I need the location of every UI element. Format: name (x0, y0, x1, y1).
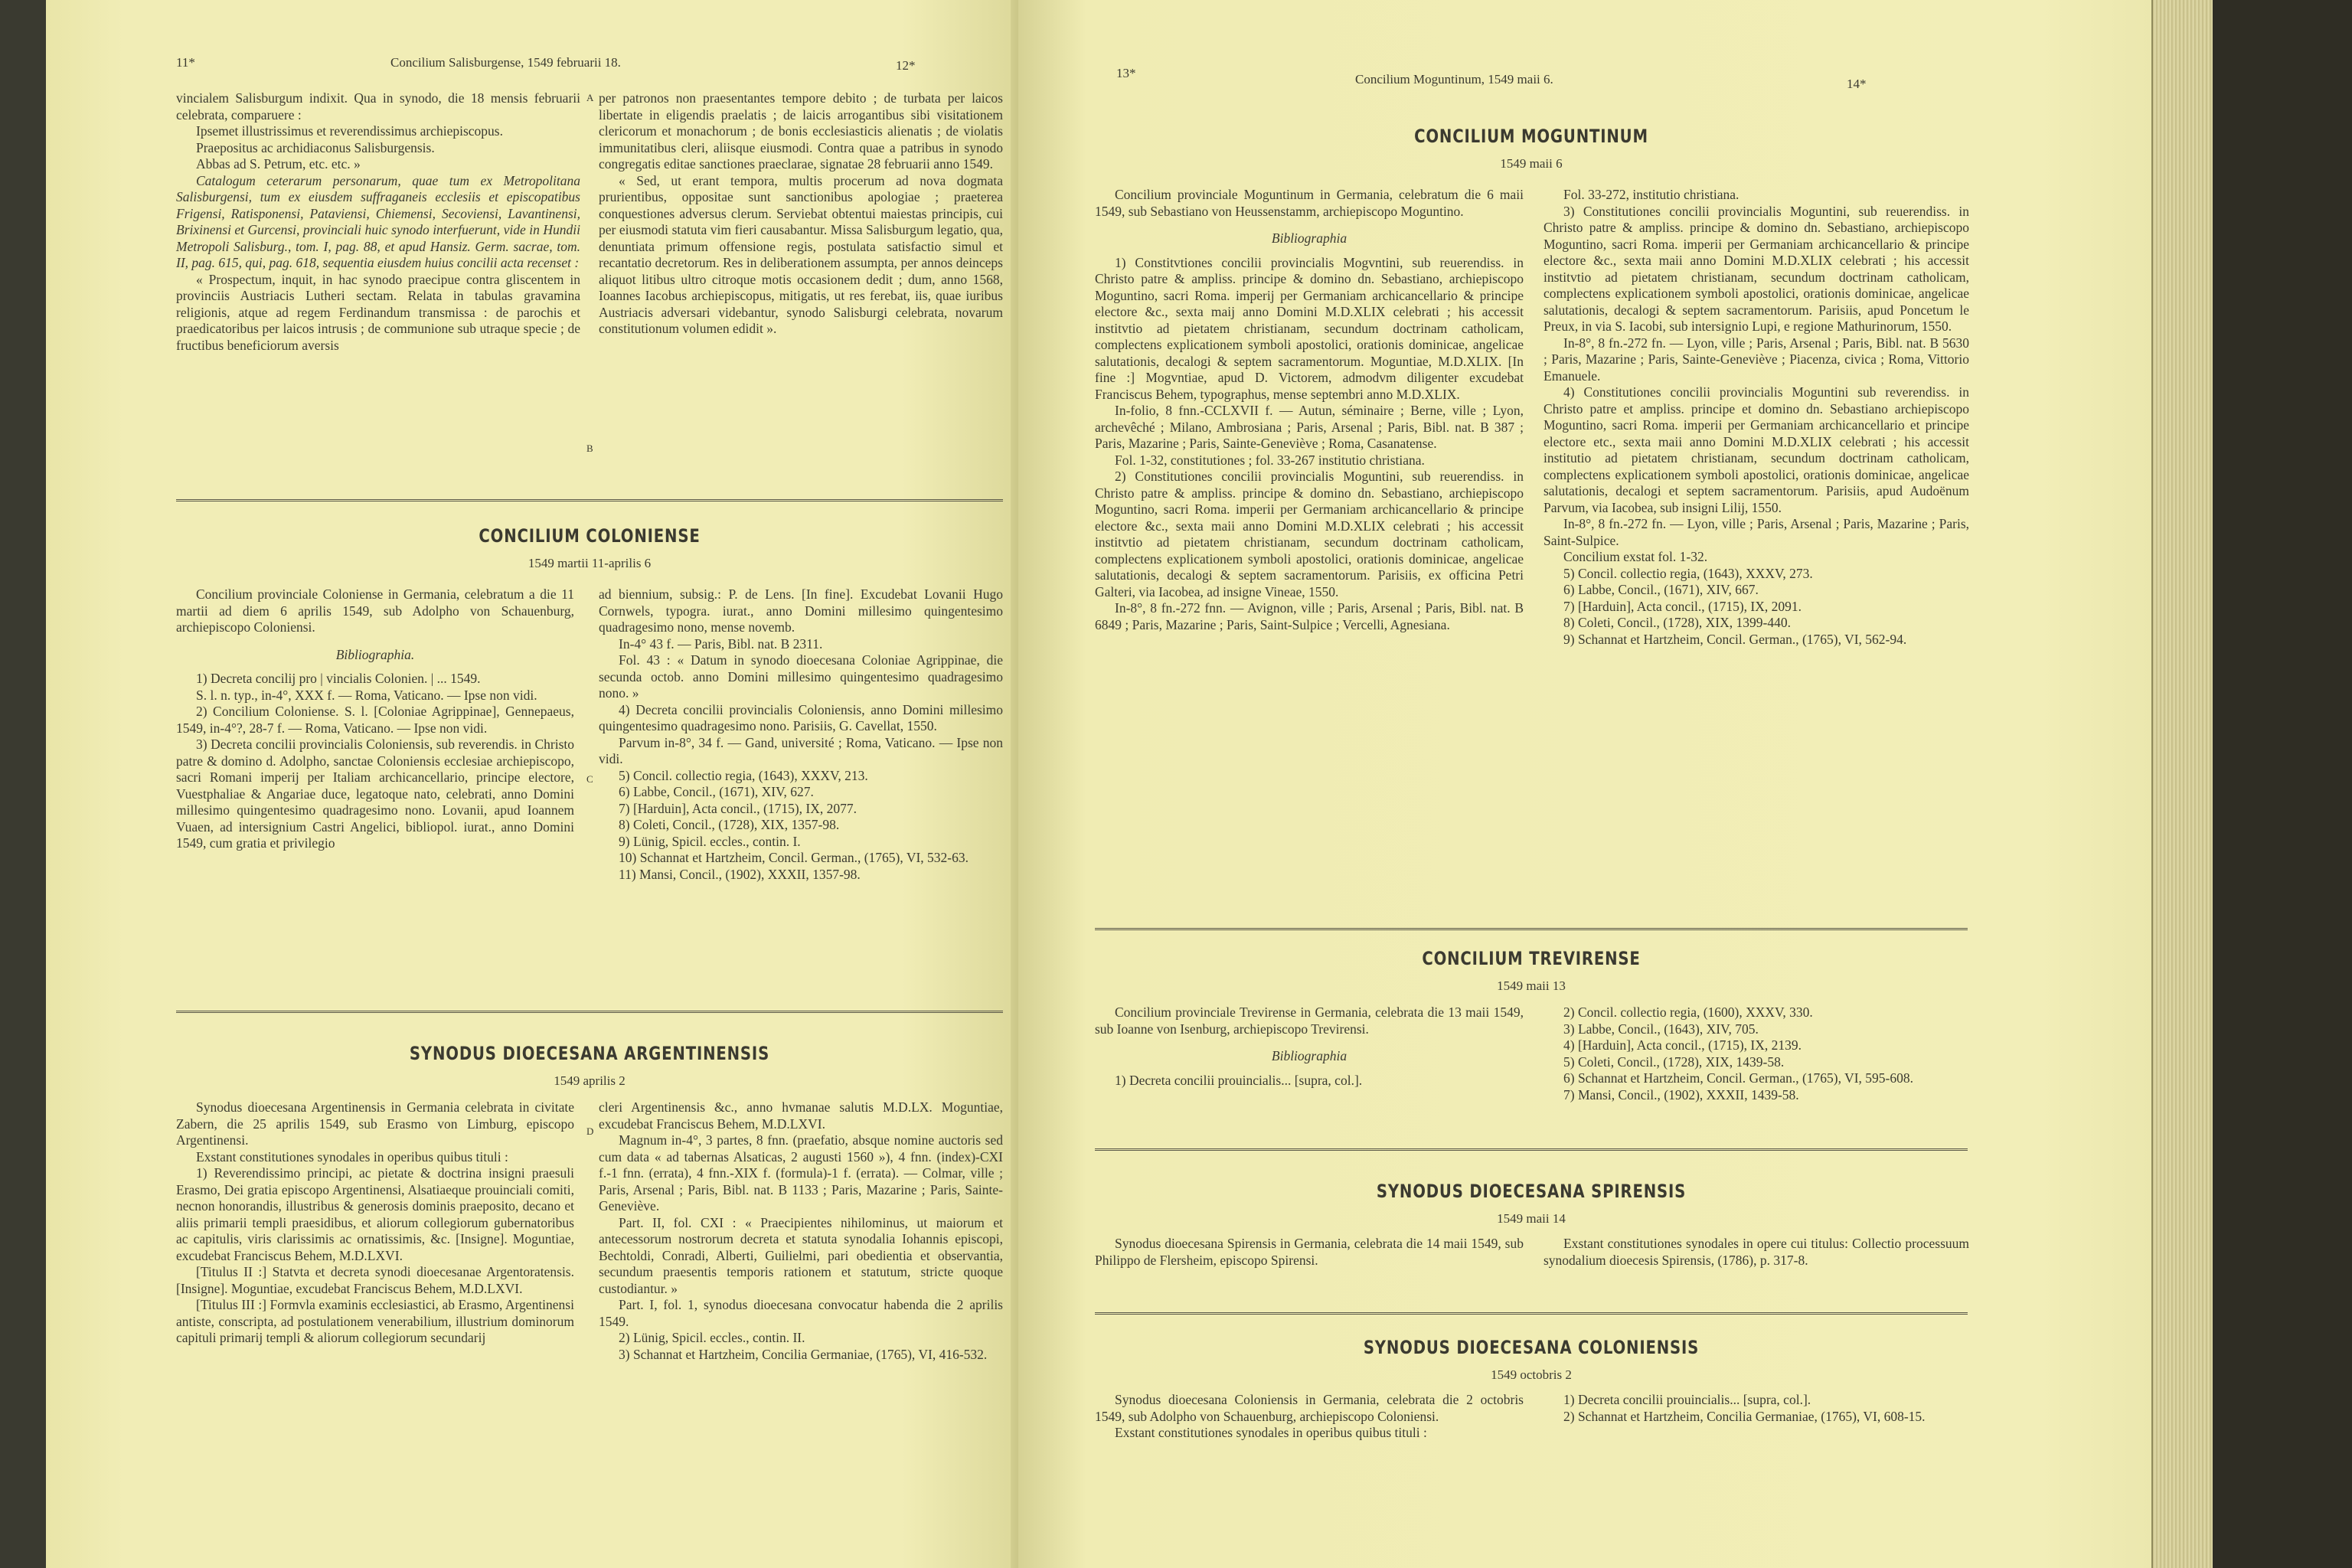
section-date: 1549 maii 14 (1497, 1211, 1566, 1226)
paragraph: Exstant constitutiones synodales in operibus quibus tituli : (1115, 1425, 1427, 1440)
section-rule (176, 1011, 1003, 1013)
paragraph: Fol. 43 : « Datum in synodo dioecesana Coloniae Agrippinae, die secunda octob. anno Domini millesimo quingentesimo quadragesimo nono. » (599, 652, 1003, 701)
paragraph: In-4° 43 f. — Paris, Bibl. nat. B 2311. (619, 635, 823, 652)
coloniense-col1 (176, 586, 574, 852)
paragraph: Praepositus ac archidiaconus Salisburgensis. (196, 139, 435, 155)
paragraph: 2) Lünig, Spicil. eccles., contin. II. (619, 1330, 805, 1345)
trevirense-col2 (1544, 1004, 1969, 1103)
paragraph: 1) Constitvtiones concilii provincialis Mogvntini, sub reuerendiss. in Christo patre & ampliss. principe & domino dn. Sebastiano, archiepiscopo Moguntino, sacri Roma. imperij per Germaniam archicancellario & principe electore &c., sexta maij anno Domini M.D.XLIX celebrati ; his accessit institvtio ad pietatem christianam, secundum doctrinam catholicam, complectens explicationem symboli apostolici, orationis dominicae, angelicae salutationis, decalogi & septem sacramentorum. Moguntiae, M.D.XLIX. [In fine :] Mogvntiae, apud D. Victorem, admodvm diligenter excudebat Franciscus Behem, typographus, mense septembri anno M.D.XLIX. (1095, 254, 1524, 402)
paragraph: ad biennium, subsig.: P. de Lens. [In fine]. Excudebat Lovanii Hugo Cornwels, typogra. iurat., anno Domini millesimo quingentesimo quadragesimo nono, mense novemb. (599, 586, 1003, 635)
paragraph: 11) Mansi, Concil., (1902), XXXII, 1357-98. (619, 866, 861, 882)
section-date: 1549 aprilis 2 (554, 1073, 626, 1088)
running-head-left: Concilium Salisburgense, 1549 februarii 18. (390, 55, 621, 70)
paragraph: 3) Decreta concilii provincialis Coloniensis, sub reverendis. in Christo patre & domino d. Adolpho, sanctae Coloniensis ecclesiae archiepiscopo, sacri Romani imperij per Italiam archicancellario, principe electore, Vuestphaliae & Angariae duce, legatoque nato, celebrati, anno Domini millesimo quingentesimo quadragesimo nono. Lovanii, apud Ioannem Vuaen, ad intersignium Castri Angelici, bibliopol. iurat., anno Domini 1549, cum gratia et privilegio (176, 737, 574, 851)
paragraph: Magnum in-4°, 3 partes, 8 fnn. (praefatio, absque nomine auctoris sed cum data « ad tabernas Alsaticas, 2 augusti 1560 »), 4 fnn. (index)-CXI f.-1 fnn. (errata), 4 fnn.-XIX f. (formula)-1 f. (errata). — Colmar, ville ; Paris, Arsenal ; Paris, Bibl. nat. B 1133 ; Paris, Mazarine ; Paris, Sainte-Geneviève. (599, 1132, 1003, 1214)
paragraph: 3) Constitutiones concilii provincialis Moguntini, sub reuerendiss. in Christo patre & ampliss. principe & domino dn. Sebastiano, archiepiscopo Moguntino, sacri Roma. imperii per Germaniam archicancellario & principe electore &c., sexta maii anno Domini M.D.XLIX celebrati ; his accessit institvtio ad pietatem christianam, secundum doctrinam catholicam, complectens explicationem symboli apostolici, orationis dominicae, angelicae salutationis, decalogi & septem sacramentorum. Parisiis, apud Poncetum le Preux, in via S. Iacobi, sub intersignio Lupi, e regione Mathurinorum, 1550. (1544, 203, 1969, 334)
paragraph: 7) [Harduin], Acta concil., (1715), IX, 2077. (619, 800, 858, 816)
paragraph: Fol. 1-32, constitutiones ; fol. 33-267 institutio christiana. (1115, 452, 1425, 468)
paragraph: 4) Constitutiones concilii provincialis Moguntini sub reverendiss. in Christo patre et ampliss. principe et domino dn. Sebastiano archiepiscopo Moguntino, sacri Roma. imperii per Germaniam archicancellario et principe electore etc., sexta maii anno Domini M.D.XLIX celebrati ; his accessit institutio ad pietatem christianam, secundum doctrinam catholicam, complectens explicationem symboli apostolici, orationis dominicae, angelicae salutationis, decalogi et septem sacramentorum. Parisiis, apud Audoënum Parvum, via Iacobea, sub insigni Lilij, 1550. (1544, 384, 1969, 515)
paragraph: [Titulus III :] Formvla examinis ecclesiastici, ab Erasmo, Argentinensi antiste, conscripta, ad postulationem venerabilium, illustrium dominorum capituli primarij templi & aliorum collegiorum secundarij (176, 1297, 574, 1345)
folio-13: 13* (1116, 66, 1136, 80)
paragraph: per patronos non praesentantes tempore debito ; de turbata per laicos libertate in eligendis praelatis ; de laicis arrogantibus sibi visitationem clericorum et monachorum ; de bonis ecclesiasticis alienatis ; de violatis immunitatibus cleri, aliisque eiusmodi. Contra quae a patribus in synodo congregatis editae sanctiones praeclarae, signatae 28 februarii anno 1549. (599, 90, 1003, 172)
paragraph: Concilium provinciale Coloniense in Germania, celebratum a die 11 martii ad diem 6 aprilis 1549, sub Adolpho von Schauenburg, archiepiscopo Coloniensi. (176, 586, 574, 635)
paragraph: Synodus dioecesana Coloniensis in Germania, celebrata die 2 octobris 1549, sub Adolpho von Schauenburg, archiepiscopo Coloniensi. (1095, 1392, 1524, 1424)
paragraph: 7) [Harduin], Acta concil., (1715), IX, 2091. (1563, 598, 1802, 614)
section-date: 1549 maii 6 (1500, 156, 1563, 171)
paragraph: Concilium exstat fol. 1-32. (1563, 549, 1708, 564)
moguntinum-col2 (1544, 187, 1969, 648)
trevirense-col1 (1095, 1004, 1524, 1089)
paragraph: Synodus dioecesana Spirensis in Germania, celebrata die 14 maii 1549, sub Philippo de Flersheim, episcopo Spirensi. (1095, 1236, 1524, 1268)
paragraph: vincialem Salisburgum indixit. Qua in synodo, die 18 mensis februarii celebrata, comparuere : (176, 90, 580, 122)
paragraph: 1) Reverendissimo principi, ac pietate & doctrina insigni praesuli Erasmo, Dei gratia episcopo Argentinensi, Alsatiaeque prouinciali comiti, necnon honorandis, illustribus & generosis dominis praeposito, decano et aliis primarii templi praesidibus, et aliorum collegiorum gubernatoribus ac capitulis, viris clarissimis ac ornatissimis, &c. [Insigne]. Moguntiae, excudebat Franciscus Behem, M.D.LXVI. (176, 1165, 574, 1263)
paragraph: Exstant constitutiones synodales in operibus quibus tituli : (196, 1148, 508, 1165)
bibliographia-heading: Bibliographia (1271, 1048, 1348, 1063)
section-title-argentinensis: SYNODUS DIOECESANA ARGENTINENSIS (409, 1043, 770, 1064)
salisburgense-col2 (599, 90, 1003, 338)
book-page-edges (2151, 0, 2214, 1568)
spirensis-col1 (1095, 1236, 1524, 1269)
paragraph: 5) Coleti, Concil., (1728), XIX, 1439-58. (1563, 1054, 1785, 1070)
paragraph: 4) [Harduin], Acta concil., (1715), IX, 2139. (1563, 1037, 1802, 1053)
paragraph: 9) Lünig, Spicil. eccles., contin. I. (619, 833, 801, 849)
section-title-trevirense: CONCILIUM TREVIRENSE (1422, 948, 1641, 969)
section-rule (1095, 1148, 1968, 1151)
margin-letter-c: C (586, 773, 593, 785)
argentinensis-col2 (599, 1099, 1003, 1363)
section-title-coloniensis: SYNODUS DIOECESANA COLONIENSIS (1363, 1337, 1700, 1358)
paragraph: 2) Schannat et Hartzheim, Concilia Germaniae, (1765), VI, 608-15. (1563, 1408, 1926, 1424)
margin-letter-a: A (586, 92, 594, 103)
paragraph: 6) Labbe, Concil., (1671), XIV, 667. (1563, 582, 1759, 597)
background-shadow (2213, 0, 2352, 1568)
paragraph: In-8°, 8 fn.-272 fn. — Lyon, ville ; Paris, Arsenal ; Paris, Bibl. nat. B 5630 ; Paris, Mazarine ; Paris, Sainte-Geneviève ; Piacenza, civica ; Roma, Vittorio Emanuele. (1544, 335, 1969, 384)
paragraph: In-folio, 8 fnn.-CCLXVII f. — Autun, séminaire ; Berne, ville ; Lyon, archevêché ; Milano, Ambrosiana ; Paris, Arsenal ; Paris, Bibl. nat. B 387 ; Paris, Mazarine ; Paris, Sainte-Geneviève ; Roma, Casanatense. (1095, 403, 1524, 451)
paragraph: 2) Concilium Coloniense. S. l. [Coloniae Agrippinae], Gennepaeus, 1549, in-4°?, 28-7 f. — Roma, Vaticano. — Ipse non vidi. (176, 704, 574, 736)
paragraph: Synodus dioecesana Argentinensis in Germania celebrata in civitate Zabern, die 25 aprilis 1549, sub Erasmo von Limburg, episcopo Argentinensi. (176, 1099, 574, 1148)
paragraph: 6) Labbe, Concil., (1671), XIV, 627. (619, 784, 814, 799)
folio-11: 11* (176, 55, 195, 70)
section-title-coloniense: CONCILIUM COLONIENSE (479, 525, 701, 547)
paragraph: 10) Schannat et Hartzheim, Concil. German., (1765), VI, 532-63. (619, 850, 969, 865)
bibliographia-heading: Bibliographia (1271, 230, 1348, 246)
coloniense-col2 (599, 586, 1003, 883)
paragraph: 6) Schannat et Hartzheim, Concil. German., (1765), VI, 595-608. (1563, 1070, 1913, 1086)
coloniensis-col2 (1544, 1392, 1969, 1425)
right-page (1018, 0, 2151, 1568)
running-head-right: Concilium Moguntinum, 1549 maii 6. (1355, 72, 1553, 87)
paragraph: Catalogum ceterarum personarum, quae tum ex Metropolitana Salisburgensi, tum ex eiusdem suffraganeis ecclesiis et episcopatibus Frigensi, Ratisponensi, Pataviensi, Chiemensi, Secoviensi, Lavantinensi, Brixinensi et Gurcensi, provinciali huic synodo interfuerunt, vide in Hundii Metropoli Salisburg., tom. I, pag. 88, et apud Hansiz. Germ. sacrae, tom. II, pag. 615, qui, pag. 618, sequentia eiusdem huius concilii acta recenset : (176, 172, 580, 270)
paragraph: 4) Decreta concilii provincialis Coloniensis, anno Domini millesimo quingentesimo quadragesimo nono. Parisiis, G. Cavellat, 1550. (599, 701, 1003, 733)
paragraph: 2) Concil. collectio regia, (1600), XXXV, 330. (1563, 1004, 1813, 1020)
paragraph: In-8°, 8 fn.-272 fnn. — Avignon, ville ; Paris, Arsenal ; Paris, Bibl. nat. B 6849 ; Paris, Mazarine ; Paris, Saint-Sulpice ; Vercelli, Agnesiana. (1095, 600, 1524, 632)
section-title-spirensis: SYNODUS DIOECESANA SPIRENSIS (1376, 1181, 1687, 1202)
salisburgense-col1 (176, 90, 580, 354)
paragraph: « Prospectum, inquit, in hac synodo praecipue contra gliscentem in provinciis Austriacis Lutheri sectam. Relata in tabulas gravamina religionis, atque ad regem Ferdinandum transmissa : de parochis et praedicatoribus per laicos intrusis ; de communione sub utraque specie ; de fructibus beneficiorum aversis (176, 271, 580, 353)
folio-12: 12* (896, 58, 916, 73)
section-date: 1549 maii 13 (1497, 978, 1566, 993)
paragraph: 3) Labbe, Concil., (1643), XIV, 705. (1563, 1021, 1759, 1037)
argentinensis-col1 (176, 1099, 574, 1347)
paragraph: In-8°, 8 fn.-272 fn. — Lyon, ville ; Paris, Arsenal ; Paris, Mazarine ; Paris, Saint-Sulpice. (1544, 516, 1969, 548)
paragraph: Exstant constitutiones synodales in opere cui titulus: Collectio processuum synodalium dioecesis Spirensis, (1786), p. 317-8. (1544, 1236, 1969, 1268)
paragraph: 8) Coleti, Concil., (1728), XIX, 1399-440. (1563, 615, 1791, 630)
section-rule (1095, 928, 1968, 930)
paragraph: 1) Decreta concilij pro | vincialis Colonien. | ... 1549. (196, 671, 481, 686)
paragraph: Part. I, fol. 1, synodus dioecesana convocatur habenda die 2 aprilis 1549. (599, 1297, 1003, 1329)
paragraph: Concilium provinciale Trevirense in Germania, celebrata die 13 maii 1549, sub Ioanne von Isenburg, archiepiscopo Trevirensi. (1095, 1004, 1524, 1037)
paragraph: 3) Schannat et Hartzheim, Concilia Germaniae, (1765), VI, 416-532. (619, 1346, 988, 1362)
paragraph: 7) Mansi, Concil., (1902), XXXII, 1439-58. (1563, 1086, 1799, 1102)
paragraph: Concilium provinciale Moguntinum in Germania, celebratum die 6 maii 1549, sub Sebastiano von Heussenstamm, archiepiscopo Moguntino. (1095, 187, 1524, 219)
paragraph: Part. II, fol. CXI : « Praecipientes nihilominus, ut maiorum et antecessorum nostrorum decreta et statuta synodalia Iohannis episcopi, Bechtoldi, Conradi, Alberti, Guilielmi, pari obedientia et observantia, secundum praesentis temporis rationem et statutum, stricte quoque custodiantur. » (599, 1214, 1003, 1296)
paragraph: [Titulus II :] Statvta et decreta synodi dioecesanae Argentoratensis. [Insigne]. Moguntiae, excudebat Franciscus Behem, M.D.LXVI. (176, 1264, 574, 1296)
section-date: 1549 martii 11-aprilis 6 (528, 556, 652, 570)
section-rule (1095, 1312, 1968, 1315)
paragraph: Abbas ad S. Petrum, etc. etc. » (196, 156, 361, 172)
bibliographia-heading: Bibliographia. (335, 646, 415, 662)
paragraph: 2) Constitutiones concilii provincialis Moguntini, sub reuerendiss. in Christo patre & ampliss. principe & domino dn. Sebastiano, archiepiscopo Moguntino, sacri Roma. imperii per Germaniam archicancellario & principe electore &c., sexta maii anno Domini M.D.XLIX celebrati ; his accessit institvtio ad pietatem christianam, secundum doctrinam catholicam, complectens explicationem symboli apostolici, orationis dominicae, angelicae salutationis, decalogi & septem sacramentorum. Parisiis, ex officina Petri Galteri, via Iacobea, ad insigne Vineae, 1550. (1095, 469, 1524, 599)
paragraph: Parvum in-8°, 34 f. — Gand, université ; Roma, Vaticano. — Ipse non vidi. (599, 734, 1003, 766)
spirensis-col2 (1544, 1236, 1969, 1269)
margin-letter-d: D (586, 1125, 594, 1137)
paragraph: 9) Schannat et Hartzheim, Concil. German., (1765), VI, 562-94. (1563, 631, 1907, 647)
margin-letter-b: B (586, 443, 593, 454)
paragraph: 1) Decreta concilii prouincialis... [supra, col.]. (1563, 1392, 1811, 1407)
paragraph: Ipsemet illustrissimus et reverendissimus archiepiscopus. (196, 123, 503, 139)
paragraph: 5) Concil. collectio regia, (1643), XXXV, 213. (619, 767, 868, 783)
section-title-moguntinum: CONCILIUM MOGUNTINUM (1414, 126, 1648, 147)
paragraph: 8) Coleti, Concil., (1728), XIX, 1357-98. (619, 817, 840, 832)
paragraph: cleri Argentinensis &c., anno hvmanae salutis M.D.LX. Moguntiae, excudebat Franciscus Behem, M.D.LXVI. (599, 1099, 1003, 1132)
coloniensis-col1 (1095, 1392, 1524, 1442)
paragraph: 5) Concil. collectio regia, (1643), XXXV, 273. (1563, 565, 1813, 581)
paragraph: Fol. 33-272, institutio christiana. (1563, 187, 1740, 202)
paragraph: 1) Decreta concilii prouincialis... [supra, col.]. (1115, 1072, 1363, 1088)
paragraph: S. l. n. typ., in-4°, XXX f. — Roma, Vaticano. — Ipse non vidi. (196, 687, 537, 703)
paragraph: « Sed, ut erant tempora, multis procerum ad nova dogmata prurientibus, oppositae sunt sanctionibus apologiae ; praeterea conquestiones adversus clerum. Serviebat obtentui maiestas principis, cui per eiusmodi statuta vim fieri causabantur. Missa Salisburgum legatio, qua, denuntiata primum offensione regis, postulata satisfactio simul et recantatio decretorum. Res in deliberationem assumpta, per annos deinceps aliquot litibus ultro citroque motis occasionem dedit ; dum, anno 1568, Ioannes Iacobus archiepiscopus, mitigatis, ut res ferebat, iis, quae iuribus Austriacis adversari videbantur, synodo Salisburgi celebrata, novarum constitutionum volumen edidit ». (599, 172, 1003, 336)
left-page (46, 0, 1018, 1568)
section-rule (176, 499, 1003, 501)
folio-14: 14* (1847, 77, 1867, 91)
moguntinum-col1 (1095, 187, 1524, 633)
section-date: 1549 octobris 2 (1491, 1367, 1572, 1382)
